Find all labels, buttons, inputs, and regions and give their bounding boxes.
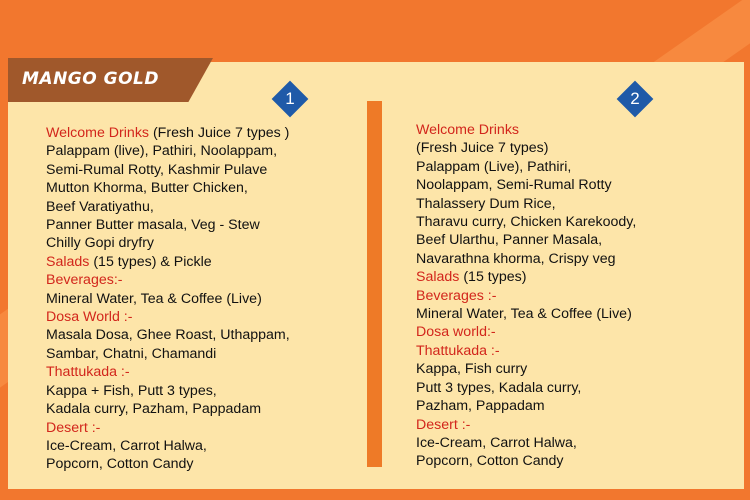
menu-line [46,179,290,197]
menu-section-heading: Beverages :- [416,287,497,304]
menu-line [46,290,290,308]
menu-line [416,121,636,139]
menu-item-text: Kappa, Fish curry [416,361,528,378]
menu-line [46,234,290,252]
menu-line [416,287,636,305]
menu-item-text: Mutton Khorma, Butter Chicken, [46,180,248,197]
menu-item-text: Chilly Gopi dryfry [46,235,155,252]
menu-line [46,161,290,179]
menu-line [46,345,290,363]
menu-item-text: (Fresh Juice 7 types) [416,140,549,157]
menu-section-heading: Desert :- [416,416,471,433]
menu-line [46,253,290,271]
menu-line [46,382,290,400]
menu-line [416,342,636,360]
menu-line [416,231,636,249]
menu-item-text: Thalassery Dum Rice, [416,195,556,212]
menu-item-text: Semi-Rumal Rotty, Kashmir Pulave [46,161,268,178]
menu-item-text: Navarathna khorma, Crispy veg [416,250,616,267]
menu-2-list [416,121,636,471]
menu-section-heading: Dosa World :- [46,309,133,326]
menu-item-text: Noolappam, Semi-Rumal Rotty [416,177,612,194]
menu-section-heading: Salads [416,269,460,286]
menu-item-text: Popcorn, Cotton Candy [416,453,564,470]
menu-item-text: Popcorn, Cotton Candy [46,456,194,473]
menu-section-heading: Welcome Drinks [416,122,520,138]
menu-line [46,363,290,381]
menu-section-heading: Beverages:- [46,272,123,289]
menu-item-text: Beef Ularthu, Panner Masala, [416,232,603,249]
menu-item-text: Ice-Cream, Carrot Halwa, [46,437,207,454]
menu-1-list [46,124,290,474]
menu-line [416,305,636,323]
column-divider [367,101,382,467]
menu-item-text: Panner Butter masala, Veg - Stew [46,217,260,234]
menu-line [416,379,636,397]
menu-item-text: (Fresh Juice 7 types ) [149,125,290,141]
menu-line [46,271,290,289]
menu-line [416,416,636,434]
menu-line [46,419,290,437]
menu-2-badge-number: 2 [630,89,640,108]
menu-item-text: (15 types) & Pickle [89,253,212,270]
menu-line [46,216,290,234]
menu-item-text: Beef Varatiyathu, [46,198,154,215]
menu-item-text: Palappam (Live), Pathiri, [416,158,572,175]
menu-line [416,452,636,470]
menu-line [416,268,636,286]
menu-line [46,400,290,418]
menu-line [46,198,290,216]
menu-item-text: Sambar, Chatni, Chamandi [46,345,217,362]
menu-line [46,455,290,473]
menu-line [416,360,636,378]
menu-item-text: Tharavu curry, Chicken Karekoody, [416,214,637,231]
menu-line [46,142,290,160]
menu-line [416,434,636,452]
menu-line [416,250,636,268]
menu-section-heading: Desert :- [46,419,101,436]
menu-section-heading: Thattukada :- [416,342,500,359]
menu-line [416,195,636,213]
menu-line [416,397,636,415]
menu-line [46,437,290,455]
menu-line [416,139,636,157]
menu-item-text: Kappa + Fish, Putt 3 types, [46,382,217,399]
menu-item-text: Mineral Water, Tea & Coffee (Live) [416,306,632,323]
menu-item-text: Masala Dosa, Ghee Roast, Uthappam, [46,327,290,344]
menu-item-text: Mineral Water, Tea & Coffee (Live) [46,290,262,307]
menu-item-text: (15 types) [459,269,527,286]
menu-item-text: Putt 3 types, Kadala curry, [416,379,582,396]
menu-line [416,158,636,176]
menu-line [416,213,636,231]
menu-section-heading: Salads [46,253,90,270]
package-title: MANGO GOLD [22,69,159,89]
menu-line [46,326,290,344]
menu-item-text: Palappam (live), Pathiri, Noolappam, [46,143,278,160]
menu-item-text: Pazham, Pappadam [416,398,545,415]
menu-item-text: Ice-Cream, Carrot Halwa, [416,434,577,451]
menu-line [416,323,636,341]
menu-section-heading: Welcome Drinks [46,125,150,141]
menu-1-badge-number: 1 [285,89,295,108]
menu-section-heading: Dosa world:- [416,324,496,341]
menu-item-text: Kadala curry, Pazham, Pappadam [46,401,262,418]
menu-line [416,176,636,194]
menu-line [46,124,290,142]
menu-section-heading: Thattukada :- [46,364,130,381]
menu-line [46,308,290,326]
